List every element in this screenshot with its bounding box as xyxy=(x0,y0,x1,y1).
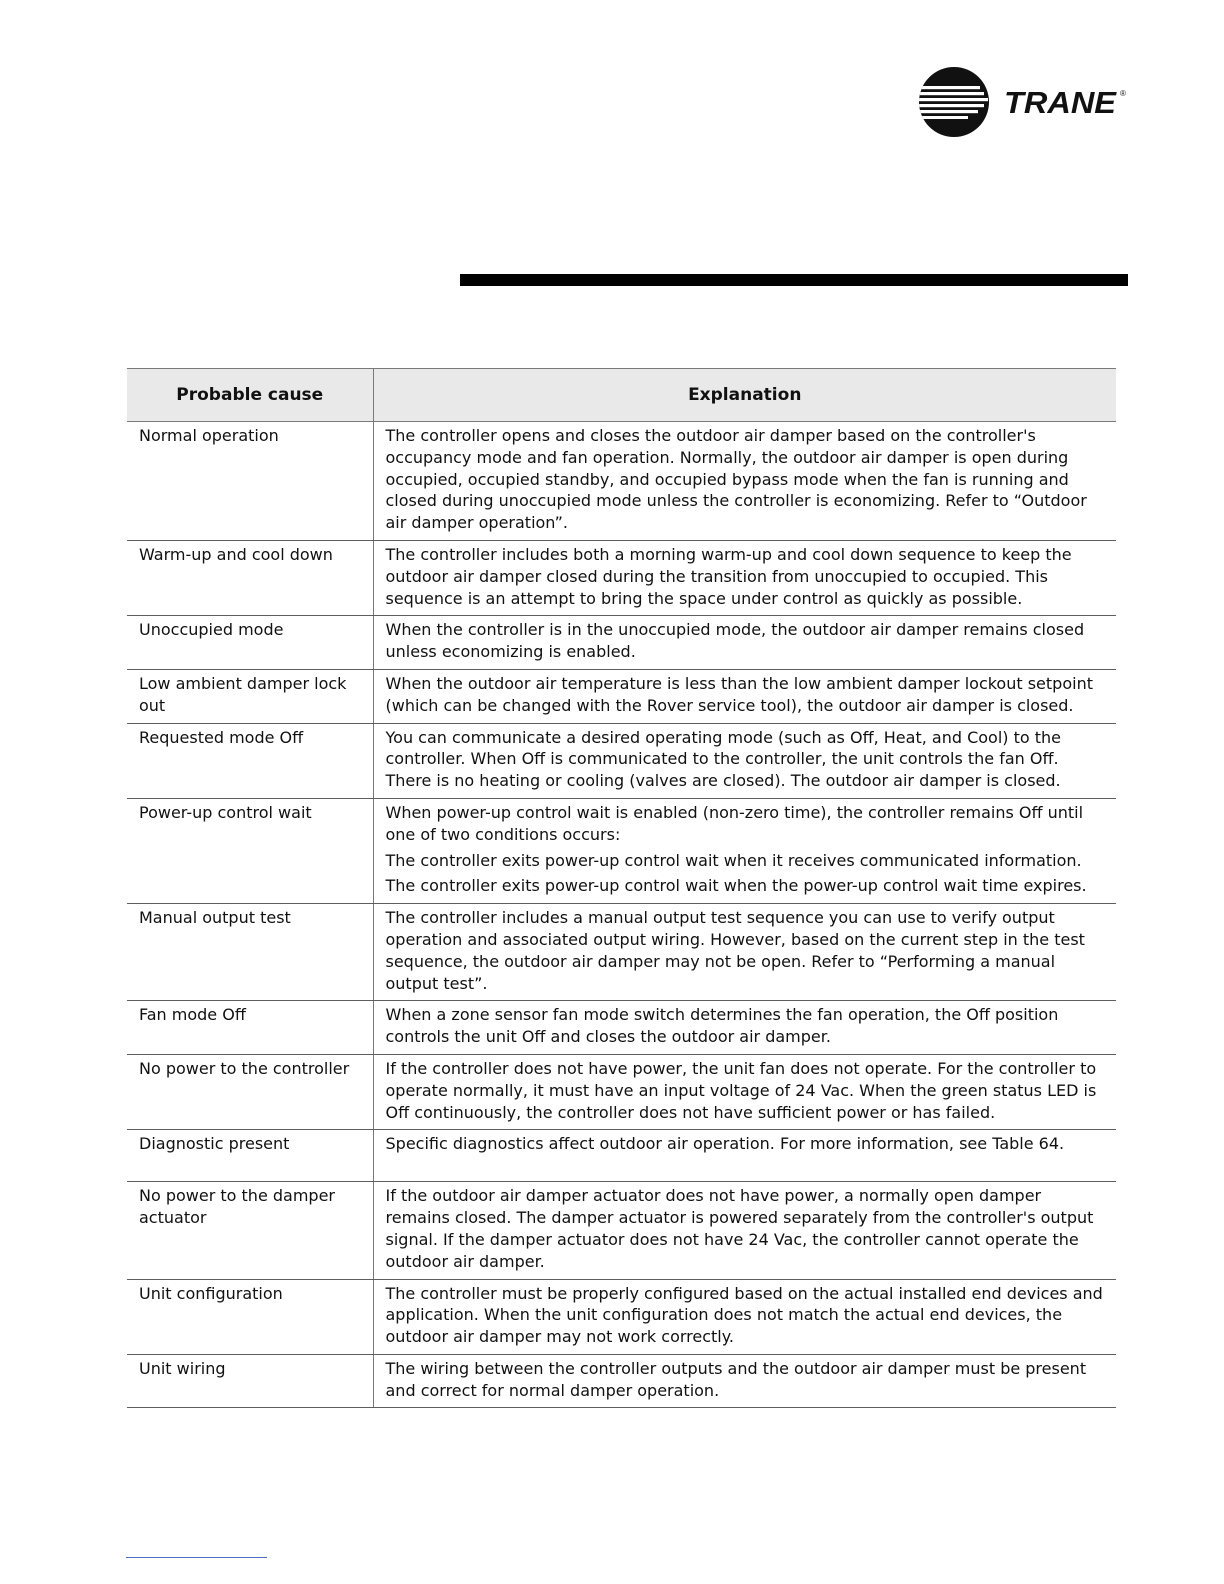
table-row xyxy=(127,1001,1116,1055)
cause-cell: Manual output test xyxy=(127,904,373,1001)
explanation-cell xyxy=(373,798,1116,903)
table-row xyxy=(127,422,1116,541)
cause-cell: Low ambient damper lock out xyxy=(127,669,373,723)
table-row xyxy=(127,540,1116,615)
cause-cell: Requested mode Off xyxy=(127,723,373,798)
troubleshooting-table xyxy=(127,368,1116,1408)
explanation-text: You can communicate a desired operating mode (such as Off, Heat, and Cool) to the controller. When Off is communicated to the controller, the unit controls the fan Off. There is no heating or cooling (valves are closed). The outdoor air damper is closed. xyxy=(385,727,1061,791)
explanation-cell xyxy=(373,1130,1116,1182)
cause-cell: Normal operation xyxy=(127,422,373,541)
table-row xyxy=(127,904,1116,1001)
cause-cell: Unit wiring xyxy=(127,1354,373,1408)
explanation-text: The wiring between the controller outputs and the outdoor air damper must be present and correct for normal damper operation. xyxy=(385,1358,1087,1400)
explanation-text: When the outdoor air temperature is less than the low ambient damper lockout setpoint (which can be changed with the Rover service tool), the outdoor air damper is closed. xyxy=(385,673,1093,715)
explanation-cell xyxy=(373,540,1116,615)
table-row xyxy=(127,616,1116,670)
explanation-cell xyxy=(373,1279,1116,1354)
cause-cell: Fan mode Off xyxy=(127,1001,373,1055)
cause-cell: Diagnostic present xyxy=(127,1130,373,1182)
table-row xyxy=(127,1054,1116,1129)
explanation-cell xyxy=(373,422,1116,541)
explanation-text: When power-up control wait is enabled (non-zero time), the controller remains Off until one of two conditions occurs: xyxy=(385,802,1084,844)
explanation-cell xyxy=(373,669,1116,723)
registered-mark: ® xyxy=(1120,89,1126,98)
table-row xyxy=(127,798,1116,903)
explanation-cell xyxy=(373,1054,1116,1129)
explanation-text: If the outdoor air damper actuator does not have power, a normally open damper remains closed. The damper actuator is powered separately from the controller's output signal. If the damper actuator does not have 24 Vac, the controller cannot operate the outdoor air damper. xyxy=(385,1186,1094,1271)
explanation-cell xyxy=(373,723,1116,798)
explanation-cell xyxy=(373,616,1116,670)
explanation-cell xyxy=(373,1001,1116,1055)
column-header-probable-cause: Probable cause xyxy=(127,369,373,422)
explanation-text: Specific diagnostics affect outdoor air operation. For more information, see Table 64. xyxy=(385,1134,1065,1154)
table-row xyxy=(127,1182,1116,1279)
explanation-text: The controller exits power-up control wait when the power-up control wait time expires. xyxy=(385,876,1087,896)
explanation-text: The controller includes both a morning warm-up and cool down sequence to keep the outdoor air damper closed during the transition from unoccupied to occupied. This sequence is an attempt to bring the space under control as quickly as possible. xyxy=(385,544,1072,608)
table-row xyxy=(127,723,1116,798)
brand-wordmark: TRANE xyxy=(1004,85,1118,120)
explanation-text: When a zone sensor fan mode switch determines the fan operation, the Off position controls the unit Off and closes the outdoor air damper. xyxy=(385,1005,1059,1047)
explanation-cell xyxy=(373,1182,1116,1279)
trane-logo xyxy=(918,66,1138,140)
cause-cell: No power to the damper actuator xyxy=(127,1182,373,1279)
cause-cell: Unit configuration xyxy=(127,1279,373,1354)
explanation-text: The controller must be properly configured based on the actual installed end devices and application. When the unit configuration does not match the actual end devices, the outdoor air damper may not work correctly. xyxy=(385,1283,1103,1347)
table-row xyxy=(127,1130,1116,1182)
table-header-row xyxy=(127,369,1116,422)
cause-cell: Warm-up and cool down xyxy=(127,540,373,615)
explanation-cell xyxy=(373,1354,1116,1408)
explanation-text: When the controller is in the unoccupied mode, the outdoor air damper remains closed unless economizing is enabled. xyxy=(385,620,1085,662)
table-row xyxy=(127,1279,1116,1354)
section-rule xyxy=(460,274,1128,286)
column-header-explanation: Explanation xyxy=(373,369,1116,422)
cause-cell: No power to the controller xyxy=(127,1054,373,1129)
explanation-text: If the controller does not have power, the unit fan does not operate. For the controller to operate normally, it must have an input voltage of 24 Vac. When the green status LED is Off continuously, the controller does not have sufficient power or has failed. xyxy=(385,1058,1097,1122)
cause-cell: Unoccupied mode xyxy=(127,616,373,670)
footer-link-underline xyxy=(126,1557,267,1558)
explanation-cell xyxy=(373,904,1116,1001)
table-row xyxy=(127,669,1116,723)
table-row xyxy=(127,1354,1116,1408)
explanation-text: The controller opens and closes the outdoor air damper based on the controller's occupancy mode and fan operation. Normally, the outdoor air damper is open during occupied, occupied standby, and occupied bypass mode when the fan is running and closed during unoccupied mode unless the controller is economizing. Refer to “Outdoor air damper operation”. xyxy=(385,426,1087,533)
cause-cell: Power-up control wait xyxy=(127,798,373,903)
explanation-text: The controller includes a manual output test sequence you can use to verify output operation and associated output wiring. However, based on the current step in the test sequence, the outdoor air damper may not be open. Refer to “Performing a manual output test”. xyxy=(385,908,1085,993)
explanation-text: The controller exits power-up control wait when it receives communicated information. xyxy=(385,850,1082,870)
